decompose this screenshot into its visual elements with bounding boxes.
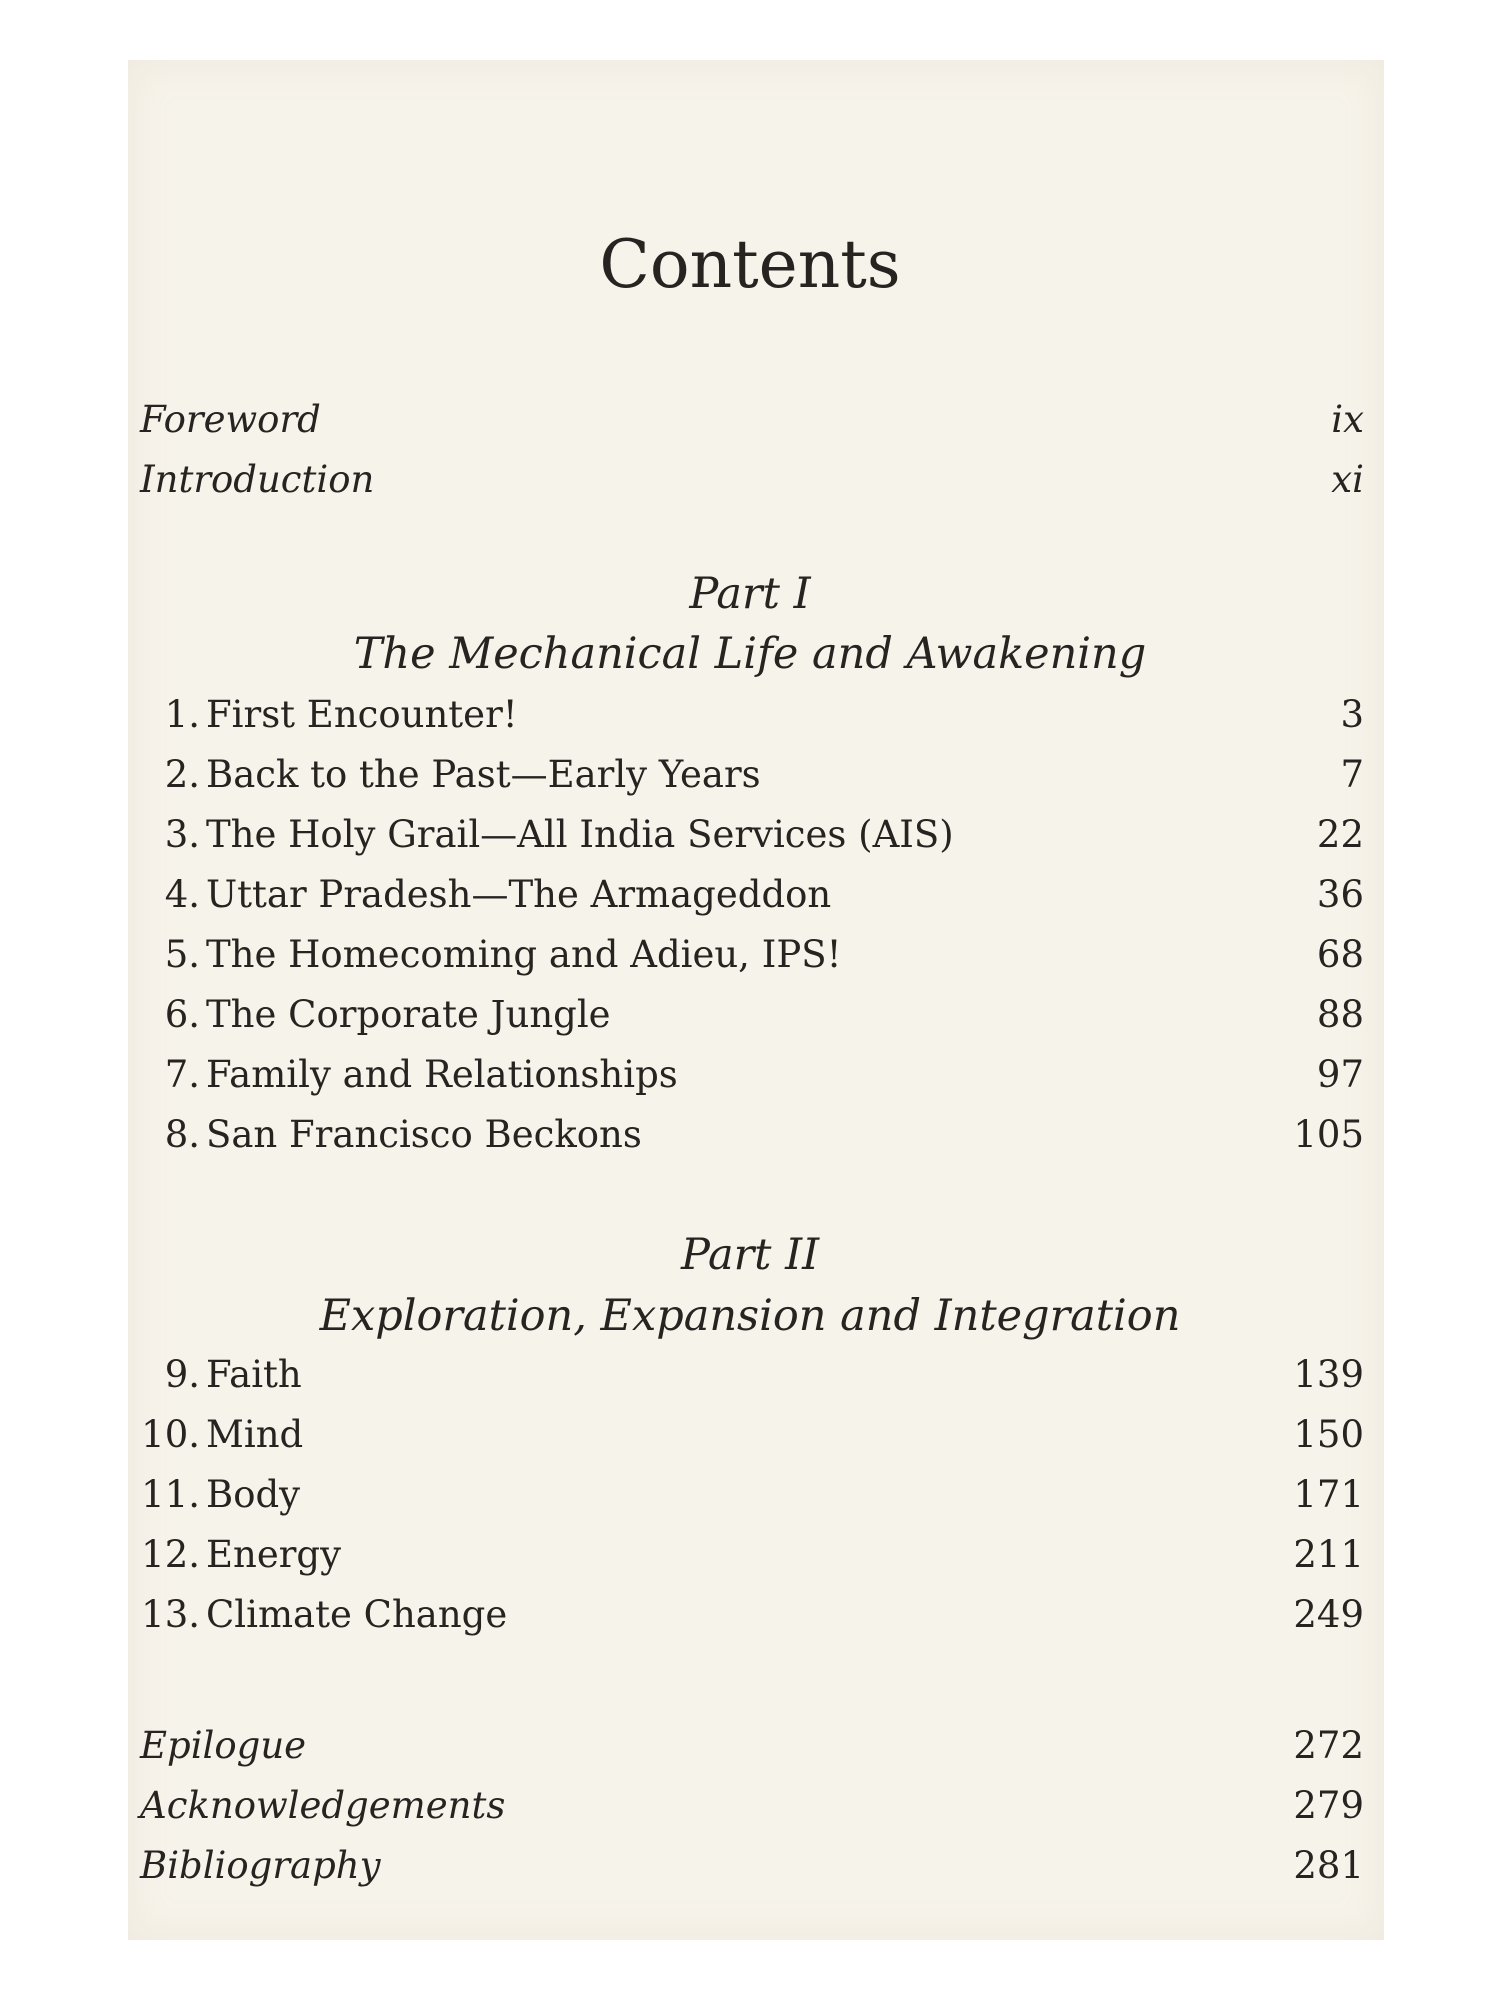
entry-page: xi [1331, 458, 1364, 501]
chapter-page: 36 [1316, 873, 1364, 916]
toc-entry-acknowledgements[interactable] [140, 1776, 1364, 1836]
chapter-number: 3. [164, 813, 200, 856]
toc-chapter-11[interactable] [140, 1465, 1364, 1525]
toc-chapter-10[interactable] [140, 1405, 1364, 1465]
entry-title: Acknowledgements [140, 1784, 506, 1827]
chapter-number: 12. [141, 1533, 200, 1576]
entry-page: 279 [1293, 1784, 1364, 1827]
chapter-page: 211 [1293, 1533, 1364, 1576]
part-1-subtitle: The Mechanical Life and Awakening [353, 629, 1147, 679]
chapter-page: 139 [1293, 1353, 1364, 1396]
chapter-title: The Homecoming and Adieu, IPS! [206, 933, 842, 976]
chapter-number: 11. [141, 1473, 200, 1516]
chapter-title: Family and Relationships [206, 1053, 678, 1096]
part-1-label: Part I [689, 569, 811, 619]
chapter-title: Back to the Past—Early Years [206, 753, 761, 796]
entry-title: Epilogue [140, 1724, 307, 1767]
chapter-title: San Francisco Beckons [206, 1113, 642, 1156]
part-2-subtitle: Exploration, Expansion and Integration [319, 1291, 1181, 1341]
chapter-number: 13. [141, 1593, 200, 1636]
entry-page: 281 [1293, 1844, 1364, 1887]
chapter-number: 8. [164, 1113, 200, 1156]
chapter-title: Uttar Pradesh—The Armageddon [206, 873, 832, 916]
chapter-title: Faith [206, 1353, 302, 1396]
chapter-title: Body [206, 1473, 301, 1516]
page-title: Contents [599, 226, 901, 303]
toc-entry-bibliography[interactable] [140, 1836, 1364, 1896]
chapter-page: 249 [1293, 1593, 1364, 1636]
entry-page: 272 [1293, 1724, 1364, 1767]
toc-chapter-12[interactable] [140, 1525, 1364, 1585]
entry-title: Introduction [140, 458, 375, 501]
chapter-page: 68 [1316, 933, 1364, 976]
chapter-page: 7 [1340, 753, 1364, 796]
chapter-number: 7. [164, 1053, 200, 1096]
toc-entry-foreword[interactable] [140, 390, 1364, 450]
chapter-number: 10. [141, 1413, 200, 1456]
chapter-title: The Holy Grail—All India Services (AIS) [206, 813, 954, 856]
entry-title: Bibliography [140, 1844, 381, 1887]
toc-chapter-13[interactable] [140, 1585, 1364, 1645]
chapter-page: 22 [1316, 813, 1364, 856]
part-2-label: Part II [680, 1230, 820, 1280]
chapter-page: 97 [1316, 1053, 1364, 1096]
chapter-number: 2. [164, 753, 200, 796]
entry-page: ix [1331, 398, 1364, 441]
toc-chapter-7[interactable] [140, 1045, 1364, 1105]
toc-chapter-2[interactable] [140, 745, 1364, 805]
chapter-page: 171 [1293, 1473, 1364, 1516]
chapter-page: 3 [1340, 693, 1364, 736]
chapter-page: 105 [1293, 1113, 1364, 1156]
chapter-title: First Encounter! [206, 693, 518, 736]
toc-chapter-1[interactable] [140, 685, 1364, 745]
toc-chapter-6[interactable] [140, 985, 1364, 1045]
toc-chapter-4[interactable] [140, 865, 1364, 925]
toc-entry-epilogue[interactable] [140, 1716, 1364, 1776]
chapter-title: Energy [206, 1533, 342, 1576]
toc-chapter-5[interactable] [140, 925, 1364, 985]
chapter-page: 150 [1293, 1413, 1364, 1456]
chapter-number: 1. [164, 693, 200, 736]
toc-chapter-3[interactable] [140, 805, 1364, 865]
chapter-page: 88 [1316, 993, 1364, 1036]
toc-chapter-9[interactable] [140, 1345, 1364, 1405]
chapter-number: 6. [164, 993, 200, 1036]
chapter-title: Mind [206, 1413, 304, 1456]
chapter-title: The Corporate Jungle [206, 993, 611, 1036]
chapter-number: 9. [164, 1353, 200, 1396]
chapter-number: 5. [164, 933, 200, 976]
chapter-number: 4. [164, 873, 200, 916]
chapter-title: Climate Change [206, 1593, 508, 1636]
toc-chapter-8[interactable] [140, 1105, 1364, 1165]
entry-title: Foreword [140, 398, 321, 441]
toc-entry-introduction[interactable] [140, 450, 1364, 510]
